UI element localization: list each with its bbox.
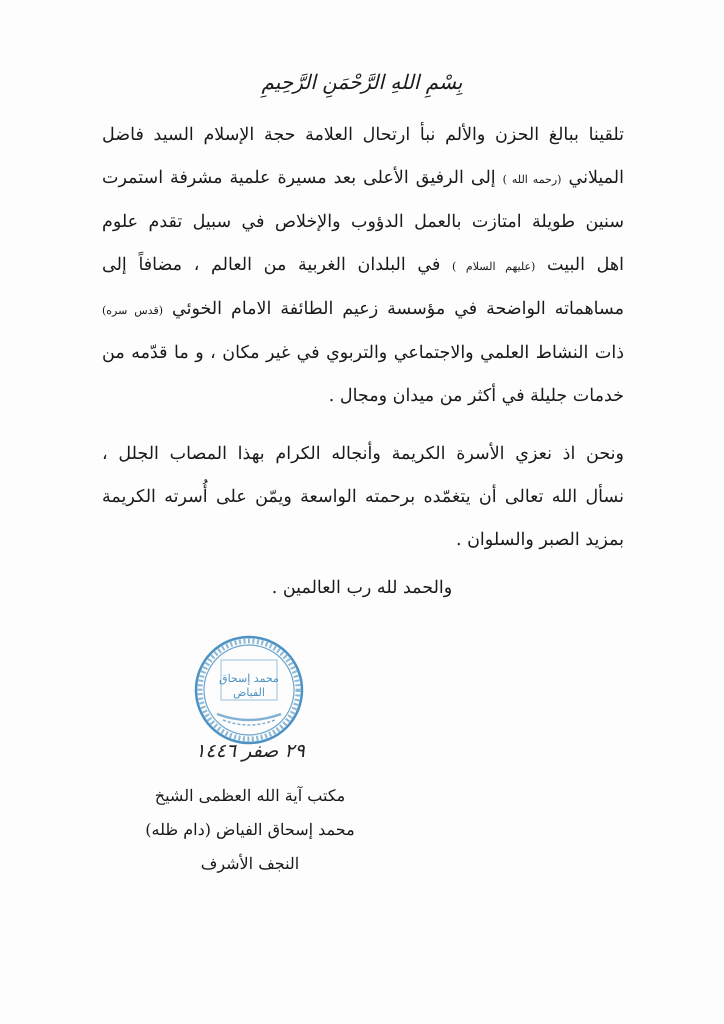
hijri-date: ٢٩ صفر ١٤٤٦ <box>195 740 305 762</box>
paragraph-line: ونحن اذ نعزي الأسرة الكريمة وأنجاله الكرام بهذا المصاب الجلل ، <box>102 444 624 464</box>
text-segment: الميلاني <box>568 168 624 188</box>
honorific-small: (قدس سره) <box>102 304 164 317</box>
text-segment: إلى الرفيق الأعلى بعد مسيرة علمية مشرفة استمرت <box>102 168 496 188</box>
paragraph-line <box>102 157 624 201</box>
text-segment: مساهماته الواضحة في مؤسسة زعيم الطائفة الامام الخوئي <box>172 299 624 319</box>
paragraph-line <box>102 288 624 332</box>
basmala-heading: بِسْمِ اللهِ الرَّحْمَنِ الرَّحِيمِ <box>261 70 463 94</box>
signoff-line: مكتب آية الله العظمى الشيخ <box>154 786 346 805</box>
text-segment: في البلدان الغربية من العالم ، مضافاً إلى <box>102 255 441 275</box>
condolence-paragraph-1 <box>102 114 624 418</box>
paragraph-line <box>102 244 624 288</box>
condolence-paragraph-2 <box>102 433 624 562</box>
office-signature-block <box>100 779 400 881</box>
paragraph-line: خدمات جليلة في أكثر من ميدان ومجال . <box>328 386 624 406</box>
paragraph-line: ذات النشاط العلمي والاجتماعي والتربوي في غير مكان ، و ما قدّمه من <box>102 343 624 363</box>
paragraph-line: سنين طويلة امتازت بالعمل الدؤوب والإخلاص في سبيل تقدم علوم <box>102 212 624 232</box>
office-seal-icon <box>193 634 305 746</box>
signoff-line: النجف الأشرف <box>200 854 300 873</box>
honorific-small: (رحمه الله ) <box>502 173 562 186</box>
seal-name-text: محمد إسحاق <box>219 672 279 685</box>
seal-name-text: الفياض <box>233 686 265 699</box>
paragraph-line: نسأل الله تعالى أن يتغمّده برحمته الواسعة ويمّن على أُسرته الكريمة <box>102 487 624 507</box>
text-segment: اهل البيت <box>547 255 624 275</box>
honorific-small: (عليهم السلام ) <box>452 260 536 273</box>
paragraph-line: بمزيد الصبر والسلوان . <box>455 530 624 550</box>
paragraph-line: تلقينا ببالغ الحزن والألم نبأ ارتحال العلامة حجة الإسلام السيد فاضل <box>102 125 624 145</box>
closing-praise: والحمد لله رب العالمين . <box>271 578 453 598</box>
signoff-line: محمد إسحاق الفياض (دام ظله) <box>145 820 355 839</box>
